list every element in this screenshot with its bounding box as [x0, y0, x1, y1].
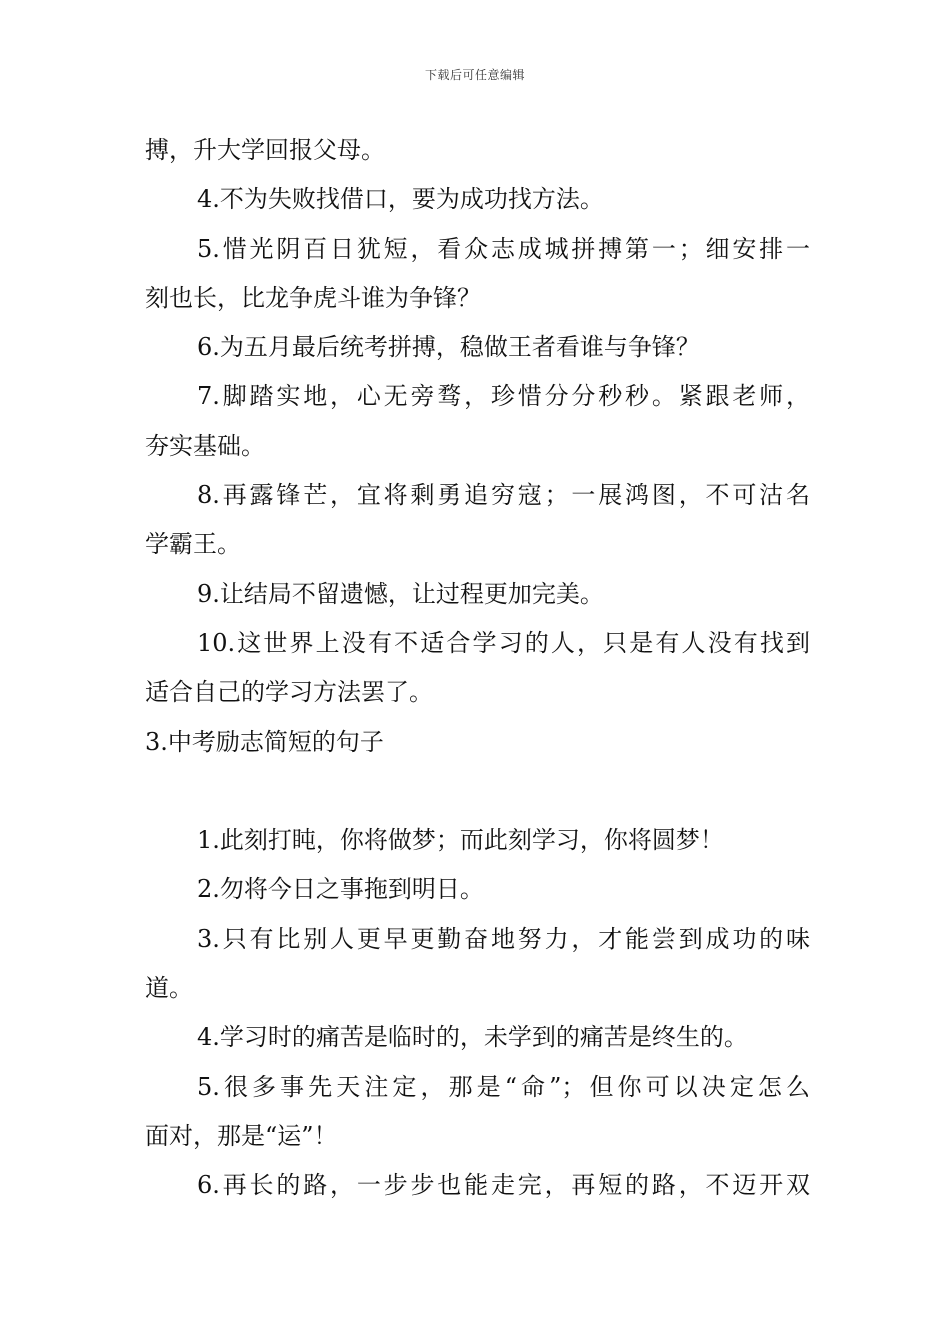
text-line: 7.脚踏实地，心无旁骛，珍惜分分秒秒。紧跟老师， [197, 382, 810, 411]
text-line: 1.此刻打盹，你将做梦；而此刻学习，你将圆梦！ [197, 826, 724, 855]
page-header: 下载后可任意编辑 [424, 68, 525, 82]
blank-line [145, 767, 810, 816]
text-line: 刻也长，比龙争虎斗谁为争锋？ [145, 283, 481, 312]
text-line: 夯实基础。 [145, 431, 265, 460]
text-line: 适合自己的学习方法罢了。 [145, 678, 433, 707]
text-line: 5.惜光阴百日犹短，看众志成城拼搏第一；细安排一 [197, 234, 810, 263]
text-line: 8.再露锋芒，宜将剩勇追穷寇；一展鸿图，不可沽名 [197, 481, 810, 510]
text-line: 道。 [145, 974, 193, 1003]
text-line: 学霸王。 [145, 530, 241, 559]
text-line: 2.勿将今日之事拖到明日。 [197, 875, 484, 904]
text-line: 6.再长的路，一步步也能走完，再短的路，不迈开双 [197, 1171, 810, 1200]
text-line: 4.不为失败找借口，要为成功找方法。 [197, 185, 604, 214]
text-line: 4.学习时的痛苦是临时的，未学到的痛苦是终生的。 [197, 1023, 748, 1052]
text-line: 10.这世界上没有不适合学习的人，只是有人没有找到 [197, 628, 810, 657]
section-heading: 3.中考励志简短的句子 [145, 727, 384, 756]
text-line: 6.为五月最后统考拼搏，稳做王者看谁与争锋？ [197, 333, 700, 362]
text-line: 9.让结局不留遗憾，让过程更加完美。 [197, 579, 604, 608]
text-line: 3.只有比别人更早更勤奋地努力，才能尝到成功的味 [197, 924, 810, 953]
text-line: 5.很多事先天注定，那是“命”；但你可以决定怎么 [197, 1072, 810, 1101]
document-body [145, 126, 810, 1211]
text-line: 面对，那是“运”！ [145, 1121, 338, 1150]
text-line: 搏，升大学回报父母。 [145, 136, 385, 164]
